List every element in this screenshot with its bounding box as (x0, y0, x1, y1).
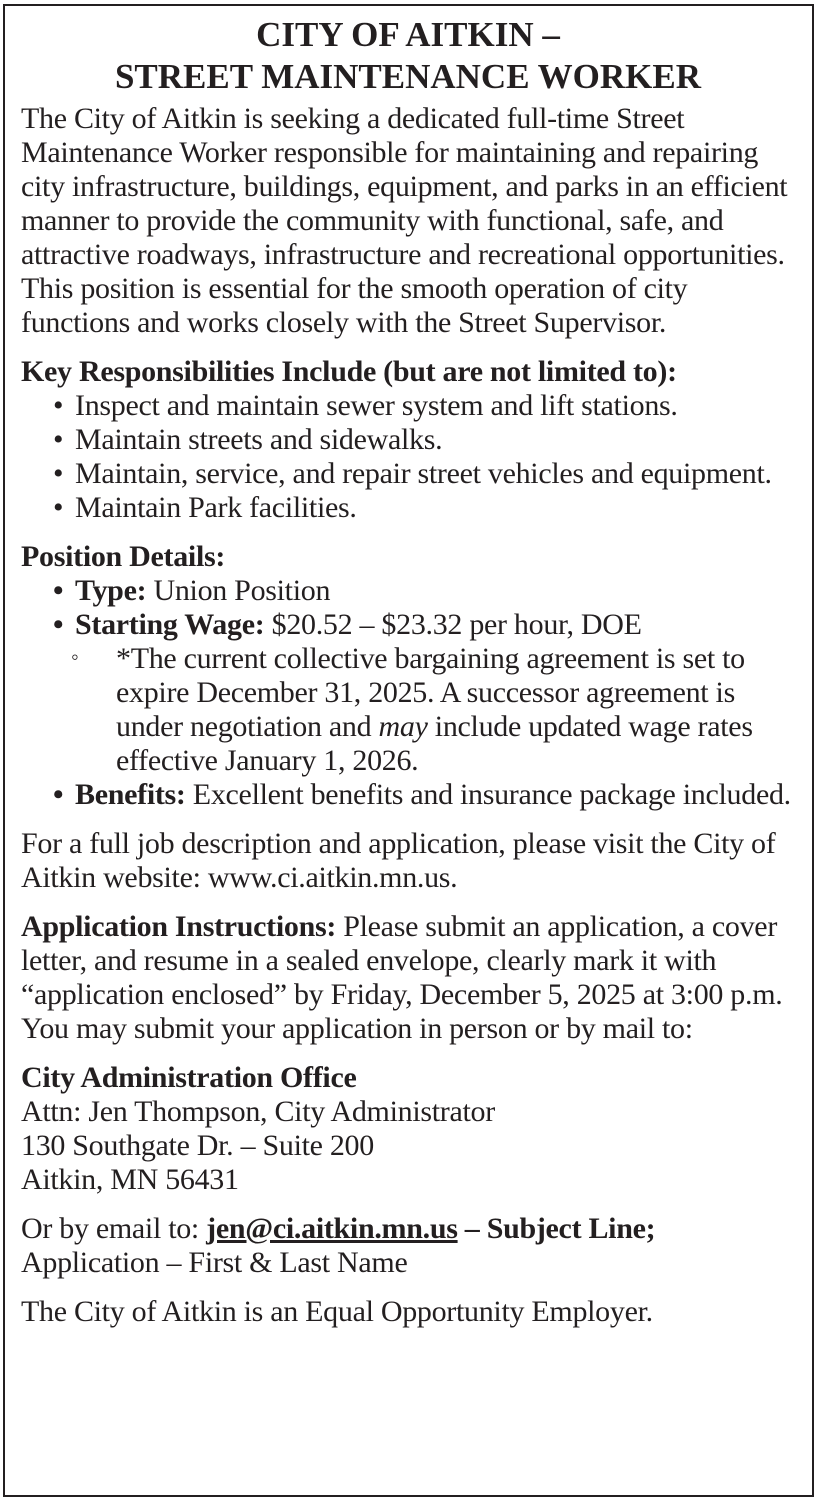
wage-note: ◦ *The current collective bargaining agreement is set to expire December 31, 2025. A successor agreement is under negotiation and may include updated wage rates effective January 1, 2026. (71, 642, 753, 777)
posting-title (15, 14, 801, 98)
bullet-icon: • (53, 389, 64, 422)
bullet-icon: • (53, 608, 64, 641)
bullet-icon: • (53, 423, 64, 456)
application-label: Application Instructions: (21, 910, 337, 943)
wage-value: $20.52 – $23.32 per hour, DOE (264, 608, 642, 641)
bullet-icon: • (53, 778, 64, 811)
website-paragraph: For a full job description and application, please visit the City of Aitkin website: www.ci.aitkin.mn.us. (21, 827, 776, 894)
title-line-1: CITY OF AITKIN – (256, 15, 560, 54)
address-city: Aitkin, MN 56431 (21, 1163, 239, 1196)
title-line-2: STREET MAINTENANCE WORKER (114, 57, 702, 96)
email-link[interactable]: jen@ci.aitkin.mn.us (206, 1212, 458, 1245)
responsibilities-list (21, 389, 801, 525)
subject-line-text: Application – First & Last Name (21, 1246, 408, 1279)
address-attn: Attn: Jen Thompson, City Administrator (21, 1095, 495, 1128)
type-value: Union Position (146, 574, 331, 607)
address-street: 130 Southgate Dr. – Suite 200 (21, 1129, 374, 1162)
application-text: Please submit an application, a cover letter, and resume in a sealed envelope, clearly mark it with “application enclosed” by Friday, December 5, 2025 at 3:00 p.m. You may submit your application in person or by mail to: (21, 910, 783, 1045)
list-item: • Inspect and maintain sewer system and lift stations. (53, 389, 678, 422)
list-item: • Maintain streets and sidewalks. (53, 423, 443, 456)
type-label: Type: (75, 574, 147, 607)
position-details-section (21, 540, 801, 812)
list-item: • Maintain Park facilities. (53, 491, 357, 524)
responsibilities-heading: Key Responsibilities Include (but are not limited to): (21, 355, 677, 388)
email-prefix: Or by email to: (21, 1212, 207, 1245)
list-item: • Maintain, service, and repair street vehicles and equipment. (53, 457, 772, 490)
job-posting (21, 14, 801, 1329)
position-details-heading: Position Details: (21, 540, 226, 573)
position-details-list (21, 574, 801, 812)
benefits-value: Excellent benefits and insurance package included. (185, 778, 791, 811)
mailing-address (21, 1061, 801, 1197)
bullet-icon: • (53, 574, 64, 607)
responsibilities-section (21, 355, 801, 525)
office-name: City Administration Office (21, 1061, 357, 1094)
detail-wage (21, 608, 801, 642)
bullet-icon: • (53, 491, 64, 524)
detail-type (21, 574, 801, 608)
benefits-label: Benefits: (75, 778, 186, 811)
bullet-icon: • (53, 457, 64, 490)
wage-label: Starting Wage: (75, 608, 265, 641)
eoe-statement: The City of Aitkin is an Equal Opportunity Employer. (21, 1295, 653, 1328)
note-emphasis: may (378, 710, 428, 743)
sub-bullet-icon: ◦ (71, 644, 79, 669)
intro-paragraph: The City of Aitkin is seeking a dedicated full-time Street Maintenance Worker responsible for maintaining and repairing city infrastructure, buildings, equipment, and parks in an efficient manner to provide the community with functional, safe, and attractive roadways, infrastructure and recreational opportunities. This position is essential for the smooth operation of city functions and works closely with the Street Supervisor. (21, 102, 788, 339)
subject-line-label: – Subject Line; (457, 1212, 656, 1245)
detail-benefits (21, 778, 801, 812)
email-instructions (21, 1212, 801, 1280)
application-instructions (21, 910, 801, 1046)
